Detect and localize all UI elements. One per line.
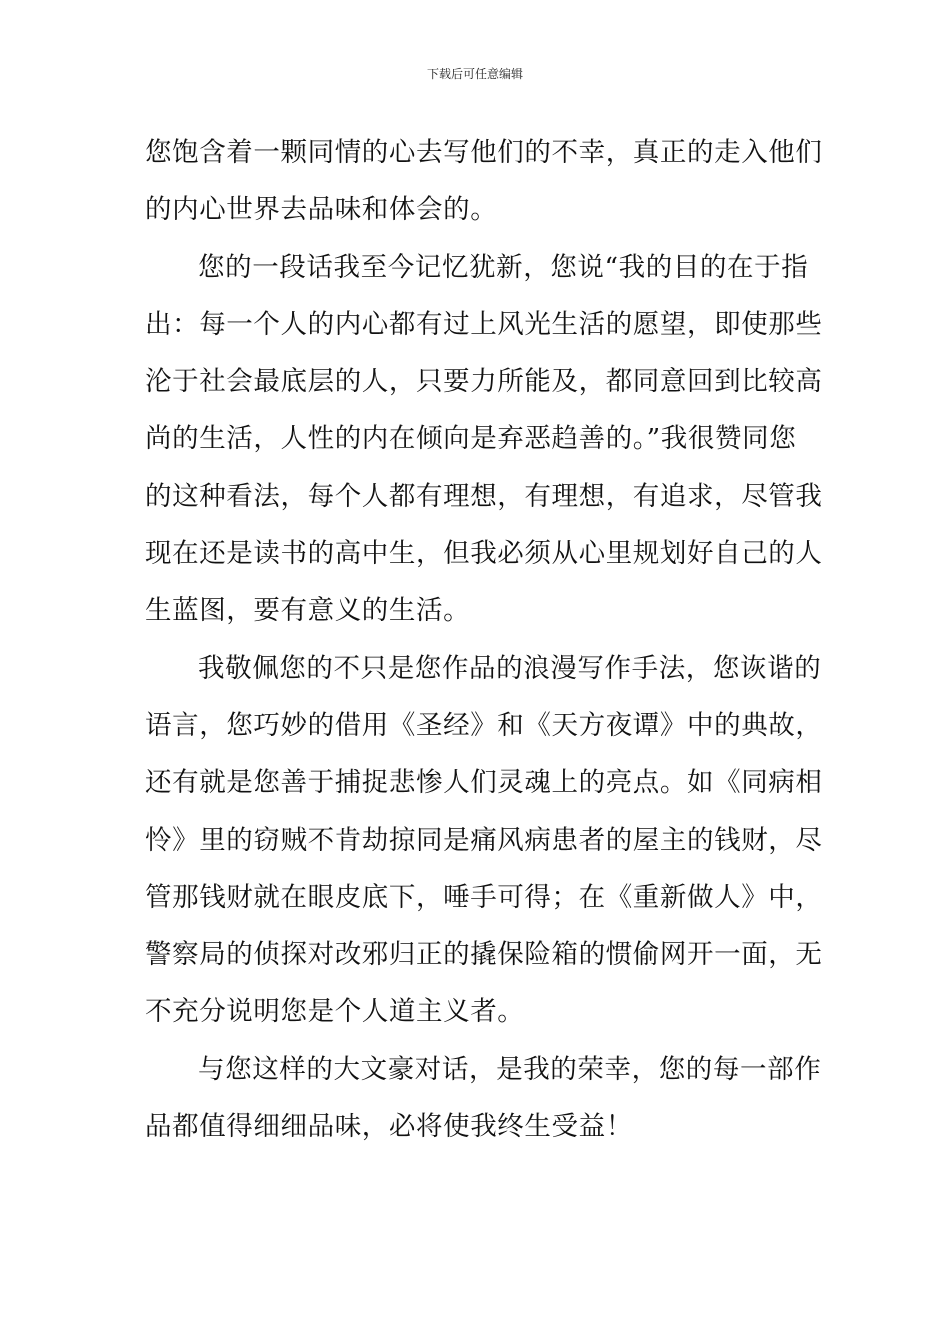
text-line: 您的一段话我至今记忆犹新，您说“我的目的在于指 — [198, 251, 809, 283]
text-line: 的内心世界去品味和体会的。 — [145, 194, 498, 226]
document-body — [145, 124, 825, 1155]
page-header: 下载后可任意编辑 — [426, 67, 523, 81]
text-line: 管那钱财就在眼皮底下，唾手可得；在《重新做人》中， — [145, 881, 823, 913]
text-line: 品都值得细细品味，必将使我终生受益！ — [145, 1111, 633, 1143]
text-line: 尚的生活，人性的内在倾向是弃恶趋善的。”我很赞同您 — [145, 423, 797, 455]
text-line: 沦于社会最底层的人，只要力所能及，都同意回到比较高 — [145, 366, 823, 398]
text-line: 不充分说明您是个人道主义者。 — [145, 996, 525, 1028]
text-line: 怜》里的窃贼不肯劫掠同是痛风病患者的屋主的钱财，尽 — [145, 824, 823, 856]
text-line: 警察局的侦探对改邪归正的撬保险箱的惯偷网开一面，无 — [145, 939, 823, 971]
text-line: 的这种看法，每个人都有理想，有理想，有追求，尽管我 — [145, 480, 823, 512]
text-line: 出：每一个人的内心都有过上风光生活的愿望，即使那些 — [145, 308, 823, 340]
text-line: 现在还是读书的高中生，但我必须从心里规划好自己的人 — [145, 538, 823, 570]
text-line: 语言，您巧妙的借用《圣经》和《天方夜谭》中的典故， — [145, 709, 823, 741]
text-line: 我敬佩您的不只是您作品的浪漫写作手法，您诙谐的 — [198, 652, 822, 684]
text-line: 还有就是您善于捕捉悲惨人们灵魂上的亮点。如《同病相 — [145, 767, 823, 799]
text-line: 生蓝图，要有意义的生活。 — [145, 595, 471, 627]
text-line: 您饱含着一颗同情的心去写他们的不幸，真正的走入他们 — [145, 137, 823, 168]
text-line: 与您这样的大文豪对话，是我的荣幸，您的每一部作 — [198, 1053, 822, 1085]
